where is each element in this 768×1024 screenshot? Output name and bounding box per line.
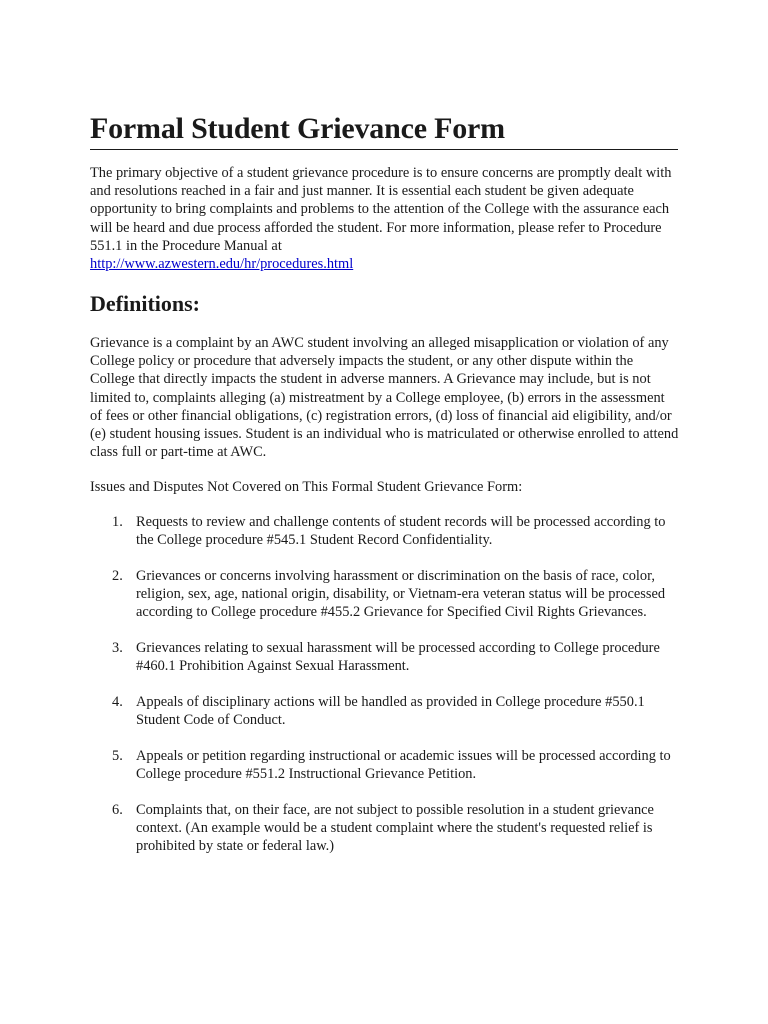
definitions-paragraph: Grievance is a complaint by an AWC student involving an alleged misapplication or violation of any College policy or procedure that adversely impacts the student, or any other dispute within the College that directly impacts the student in adverse manners. A Grievance may include, but is not limited to, complaints alleging (a) mistreatment by a College employee, (b) errors in the assessment of fees or other financial obligations, (c) registration errors, (d) loss of financial aid eligibility, and/or (e) student housing issues. Student is an individual who is matriculated or otherwise enrolled to attend class full or part-time at AWC. — [90, 335, 679, 461]
list-item — [90, 747, 680, 783]
list-item-number: 1. — [112, 514, 123, 530]
issues-list — [90, 513, 680, 873]
list-item-number: 4. — [112, 693, 123, 710]
list-item-text: Complaints that, on their face, are not subject to possible resolution in a student grievance context. (An example would be a student complaint where the student's requested relief is prohibited by state or federal law.) — [136, 801, 654, 855]
list-item-number: 6. — [112, 801, 123, 818]
procedures-link[interactable]: http://www.azwestern.edu/hr/procedures.html — [90, 256, 354, 273]
list-item — [90, 513, 680, 549]
list-item-text: Appeals or petition regarding instructional or academic issues will be processed according to College procedure #551.2 Instructional Grievance Petition. — [136, 747, 671, 783]
list-item-text: Grievances or concerns involving harassment or discrimination on the basis of race, color, religion, sex, age, national origin, disability, or Vietnam-era veteran status will be processed according to College procedure #455.2 Grievance for Specified Civil Rights Grievances. — [136, 567, 666, 621]
intro-text: The primary objective of a student grievance procedure is to ensure concerns are promptly dealt with and resolutions reached in a fair and just manner. It is essential each student be given adequate opportunity to bring complaints and problems to the attention of the College with the assurance each will be heard and due process afforded the student. For more information, please refer to Procedure 551.1 in the Procedure Manual at — [90, 165, 672, 254]
definitions-heading: Definitions: — [90, 291, 200, 316]
list-item-number: 2. — [112, 567, 123, 584]
issues-heading: Issues and Disputes Not Covered on This Formal Student Grievance Form: — [90, 479, 523, 495]
list-item-number: 3. — [112, 640, 123, 657]
intro-paragraph — [90, 164, 680, 273]
list-item — [90, 639, 680, 675]
list-item-text: Requests to review and challenge contents of student records will be processed according to the College procedure #545.1 Student Record Confidentiality. — [136, 514, 666, 549]
page-title: Formal Student Grievance Form — [90, 112, 678, 150]
list-item — [90, 693, 680, 729]
list-item — [90, 801, 680, 856]
list-item-number: 5. — [112, 747, 123, 764]
list-item — [90, 567, 680, 622]
list-item-text: Grievances relating to sexual harassment will be processed according to College procedure #460.1 Prohibition Against Sexual Harassment. — [136, 640, 660, 675]
list-item-text: Appeals of disciplinary actions will be handled as provided in College procedure #550.1 Student Code of Conduct. — [136, 693, 645, 729]
